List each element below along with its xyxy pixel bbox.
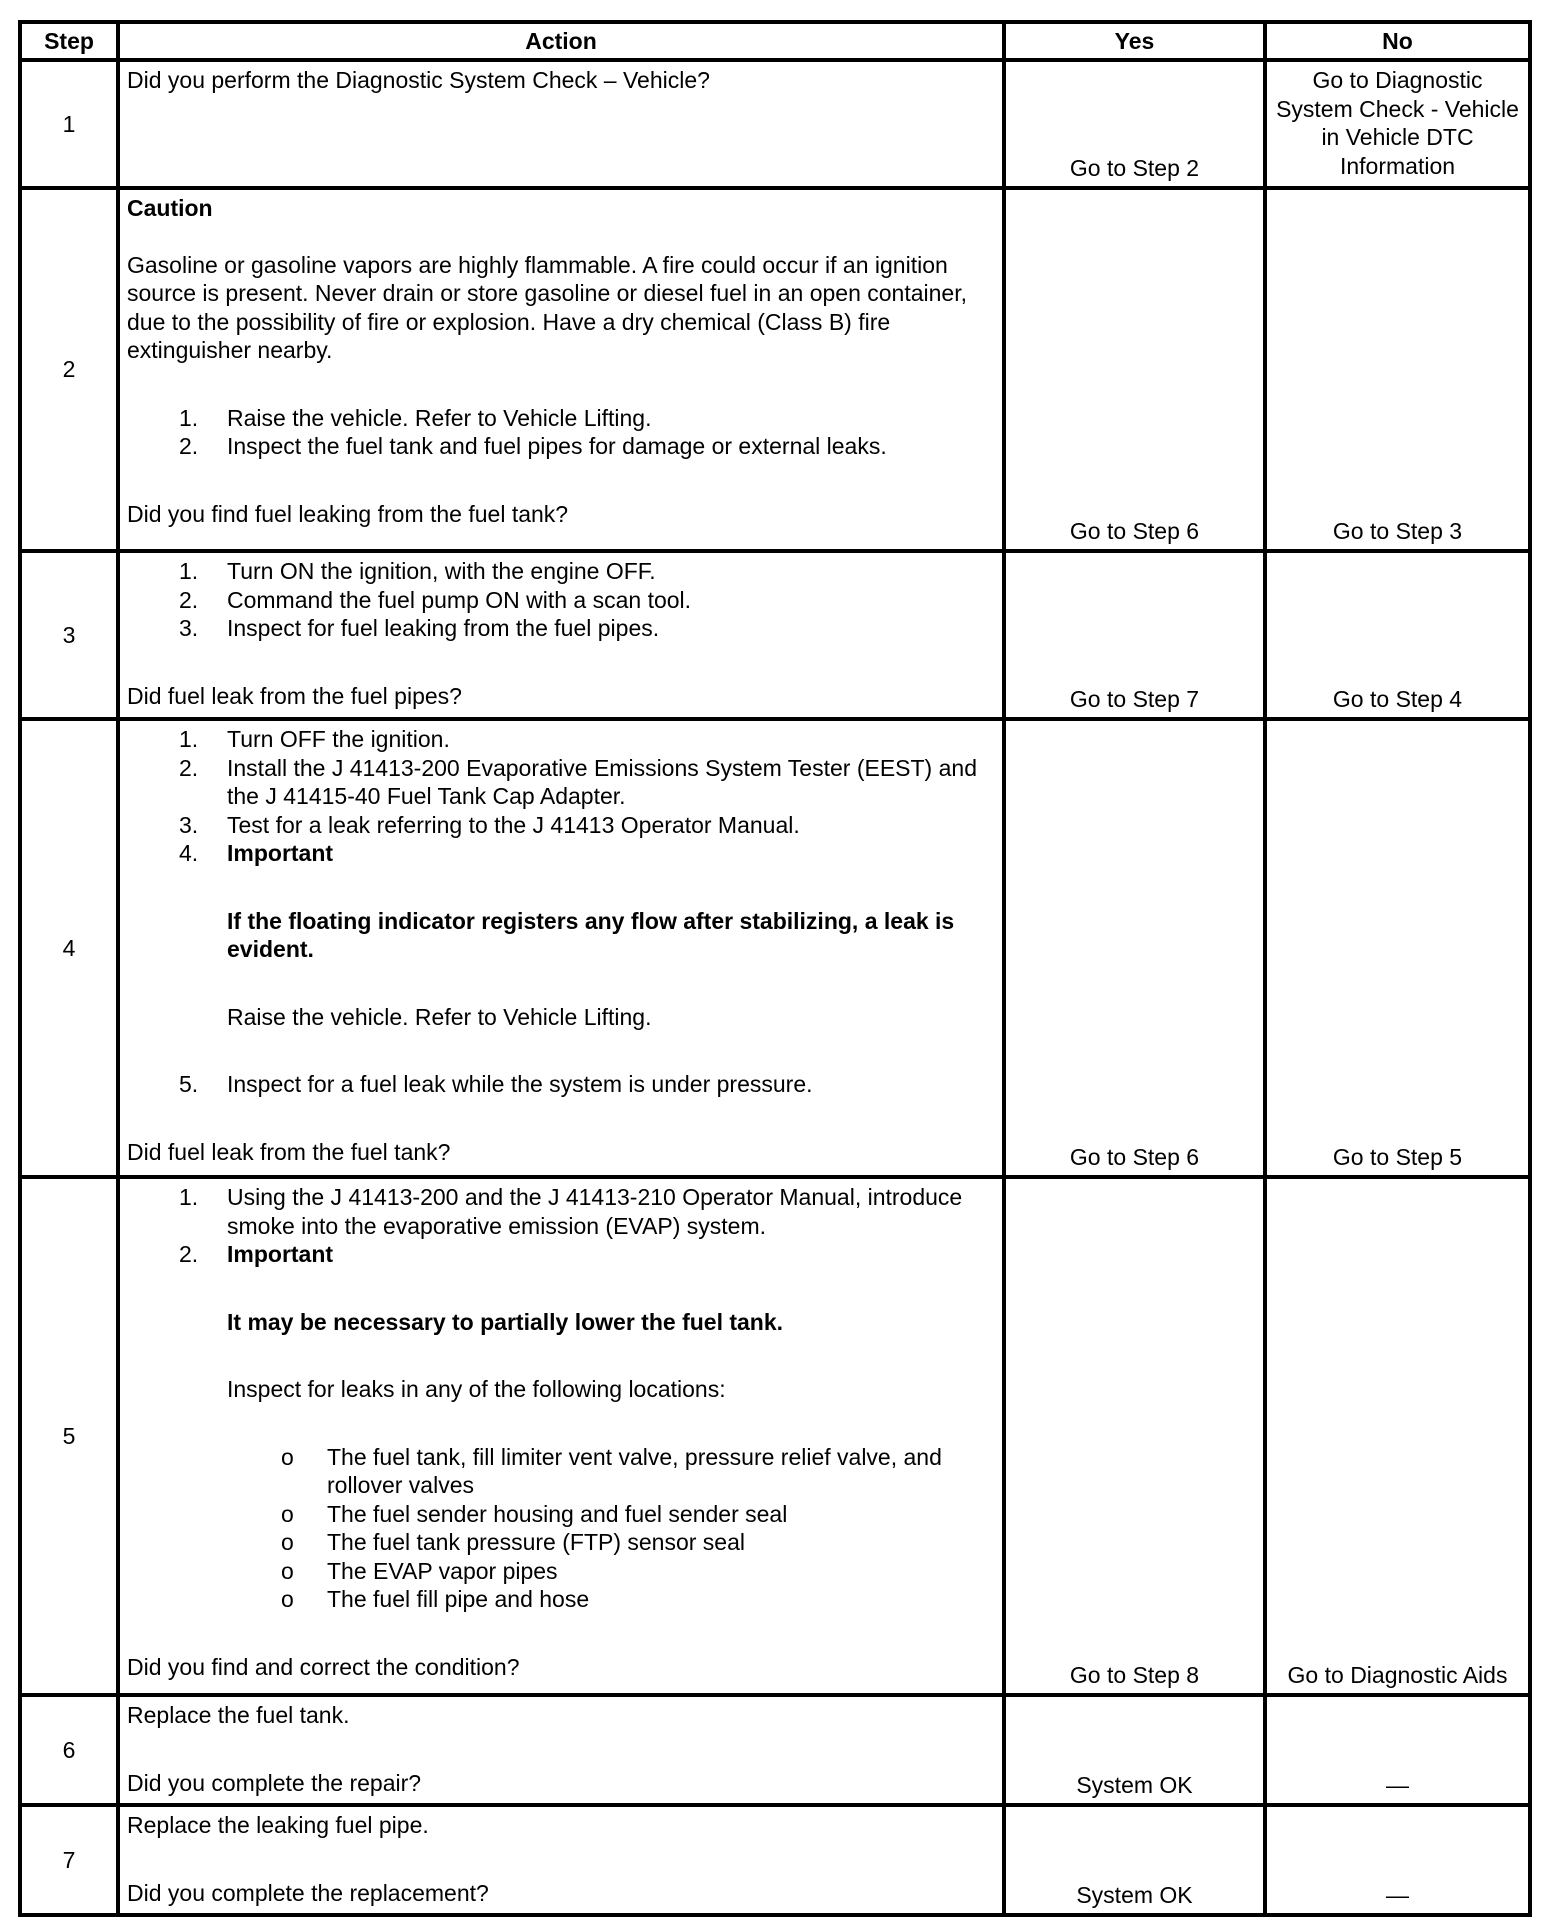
no-outcome: Go to Step 3 — [1265, 188, 1530, 551]
list-number: 2. — [179, 433, 199, 459]
step-number: 5 — [20, 1177, 118, 1695]
caution-title: Caution — [127, 195, 213, 221]
table-row — [20, 719, 1530, 1177]
bullet-text: The fuel fill pipe and hose — [327, 1586, 590, 1612]
action-cell — [118, 188, 1004, 551]
list-text: Command the fuel pump ON with a scan tool. — [227, 586, 692, 613]
list-text: Turn ON the ignition, with the engine OFF. — [227, 558, 656, 584]
diagnostic-table — [18, 20, 1532, 1917]
list-text: Using the J 41413-200 and the J 41413-210 Operator Manual, introduce smoke into the evaporative emission (EVAP) system. — [227, 1184, 963, 1239]
action-cell — [118, 551, 1004, 719]
inspect-text: Inspect for leaks in any of the following locations: — [227, 1376, 726, 1402]
list-item — [127, 839, 996, 868]
bullet-marker: o — [281, 1443, 294, 1470]
list-number: 5. — [179, 1071, 199, 1097]
no-outcome: Go to Step 4 — [1265, 551, 1530, 719]
list-text: Inspect the fuel tank and fuel pipes for damage or external leaks. — [227, 433, 887, 459]
list-number: 2. — [179, 754, 199, 781]
caution-text: Gasoline or gasoline vapors are highly flammable. A fire could occur if an ignition source is present. Never drain or store gasoline or diesel fuel in an open container, due to the possibility of fire or explosion. Have a dry chemical (Class B) fire extinguisher nearby. — [127, 251, 967, 363]
list-number: 3. — [179, 615, 199, 641]
list-item — [127, 1183, 996, 1240]
table-row — [20, 60, 1530, 188]
action-cell — [118, 60, 1004, 188]
question-text: Did you find fuel leaking from the fuel tank? — [127, 500, 569, 527]
bullet-text: The fuel sender housing and fuel sender seal — [327, 1500, 788, 1527]
list-text: Inspect for fuel leaking from the fuel pipes. — [227, 615, 660, 641]
yes-outcome: Go to Step 6 — [1004, 188, 1265, 551]
list-text: Inspect for a fuel leak while the system is under pressure. — [227, 1071, 813, 1097]
list-item — [127, 1240, 996, 1269]
header-row — [20, 22, 1530, 60]
question-text: Did you perform the Diagnostic System Check – Vehicle? — [127, 67, 710, 93]
list-text: Turn OFF the ignition. — [227, 726, 450, 752]
header-yes: Yes — [1004, 22, 1265, 60]
no-outcome: Go to Diagnostic Aids — [1265, 1177, 1530, 1695]
list-number: 4. — [179, 840, 199, 866]
question-text: Did you complete the repair? — [127, 1769, 422, 1796]
action-cell — [118, 1695, 1004, 1805]
step-number: 1 — [20, 60, 118, 188]
bullet-marker: o — [281, 1529, 294, 1555]
list-number: 2. — [179, 1241, 199, 1267]
important-text: It may be necessary to partially lower the fuel tank. — [227, 1308, 784, 1335]
important-label: Important — [227, 1241, 334, 1267]
list-item — [127, 432, 996, 461]
list-text: Test for a leak referring to the J 41413 Operator Manual. — [227, 811, 800, 838]
bullet-marker: o — [281, 1586, 294, 1612]
action-text: Replace the fuel tank. — [127, 1702, 350, 1728]
table-row — [20, 1805, 1530, 1915]
question-text: Did fuel leak from the fuel pipes? — [127, 682, 462, 709]
bullet-item — [127, 1557, 996, 1586]
step-number: 6 — [20, 1695, 118, 1805]
list-item — [127, 586, 996, 615]
no-outcome: Go to Step 5 — [1265, 719, 1530, 1177]
step-number: 3 — [20, 551, 118, 719]
question-text: Did you complete the replacement? — [127, 1879, 489, 1906]
action-cell — [118, 1177, 1004, 1695]
list-item — [127, 725, 996, 754]
list-item — [127, 754, 996, 811]
important-label: Important — [227, 840, 334, 866]
action-cell — [118, 1805, 1004, 1915]
bullet-marker: o — [281, 1557, 294, 1584]
list-text: Install the J 41413-200 Evaporative Emissions System Tester (EEST) and the J 41415-40 Fuel Tank Cap Adapter. — [227, 754, 977, 809]
list-number: 3. — [179, 811, 199, 838]
yes-outcome: System OK — [1004, 1805, 1265, 1915]
bullet-item — [127, 1528, 996, 1557]
no-outcome: — — [1265, 1805, 1530, 1915]
bullet-item — [127, 1443, 996, 1500]
list-number: 2. — [179, 586, 199, 613]
header-action: Action — [118, 22, 1004, 60]
no-outcome: Go to Diagnostic System Check - Vehicle in Vehicle DTC Information — [1265, 60, 1530, 188]
list-text: Raise the vehicle. Refer to Vehicle Lifting. — [227, 404, 652, 431]
list-number: 1. — [179, 404, 199, 431]
yes-outcome: System OK — [1004, 1695, 1265, 1805]
diagnostic-table-container — [18, 20, 1528, 1917]
bullet-item — [127, 1585, 996, 1614]
bullet-text: The fuel tank, fill limiter vent valve, pressure relief valve, and rollover valves — [327, 1443, 942, 1498]
step-number: 2 — [20, 188, 118, 551]
header-no: No — [1265, 22, 1530, 60]
no-outcome: — — [1265, 1695, 1530, 1805]
header-step: Step — [20, 22, 118, 60]
sub-step-text: Raise the vehicle. Refer to Vehicle Lifting. — [227, 1003, 652, 1030]
table-row — [20, 1695, 1530, 1805]
list-number: 1. — [179, 1184, 199, 1210]
bullet-text: The fuel tank pressure (FTP) sensor seal — [327, 1529, 745, 1555]
step-number: 7 — [20, 1805, 118, 1915]
list-item — [127, 811, 996, 840]
list-item — [127, 557, 996, 586]
list-item — [127, 1070, 996, 1099]
table-row — [20, 188, 1530, 551]
yes-outcome: Go to Step 7 — [1004, 551, 1265, 719]
yes-outcome: Go to Step 2 — [1004, 60, 1265, 188]
list-number: 1. — [179, 558, 199, 584]
action-text: Replace the leaking fuel pipe. — [127, 1812, 429, 1838]
step-number: 4 — [20, 719, 118, 1177]
list-number: 1. — [179, 726, 199, 752]
action-cell — [118, 719, 1004, 1177]
bullet-text: The EVAP vapor pipes — [327, 1557, 558, 1584]
bullet-marker: o — [281, 1500, 294, 1527]
important-text: If the floating indicator registers any flow after stabilizing, a leak is evident. — [227, 907, 955, 962]
table-row — [20, 551, 1530, 719]
question-text: Did you find and correct the condition? — [127, 1653, 520, 1680]
yes-outcome: Go to Step 6 — [1004, 719, 1265, 1177]
question-text: Did fuel leak from the fuel tank? — [127, 1138, 451, 1165]
yes-outcome: Go to Step 8 — [1004, 1177, 1265, 1695]
list-item — [127, 614, 996, 643]
list-item — [127, 404, 996, 433]
table-row — [20, 1177, 1530, 1695]
bullet-item — [127, 1500, 996, 1529]
